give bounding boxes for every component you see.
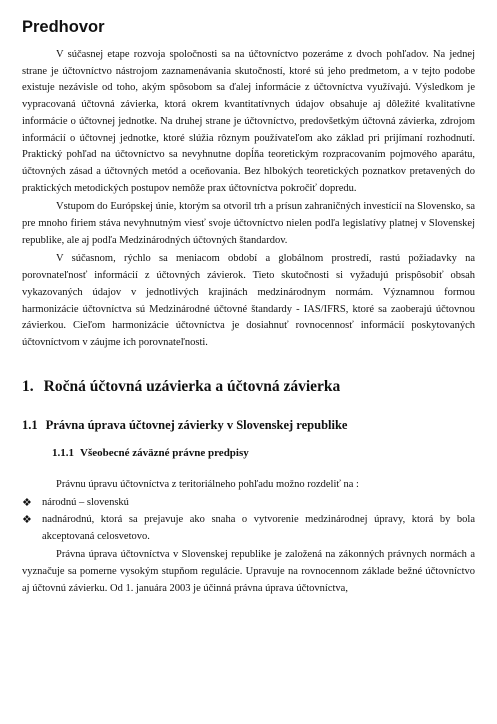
bullet-list — [22, 495, 475, 545]
diamond-bullet-icon: ❖ — [22, 497, 32, 510]
predhovor-paragraph-3: V súčasnom, rýchlo sa meniacom období a globálnom prostredí, rastú požiadavky na porovnateľnosť informácií z účtovných závierok. Tieto skutočnosti si vyžadujú prispôsobiť obsah vykazovaných údajov v jednotlivých krajinách medzinárodnym normám. Významnou formou harmonizácie účtovníctva sú Medzinárodné účtovné štandardy - IAS/IFRS, ktoré sa zaoberajú účtovnou závierkou. Cieľom harmonizácie účtovníctva je dosiahnuť rovnocennosť informácií poskytovaných účtovníctvom v záujme ich porovnateľnosti. — [22, 253, 475, 348]
list-item-text: nadnárodnú, ktorá sa prejavuje ako snaha o vytvorenie medzinárodnej úpravy, ktorá by bola akceptovaná celosvetovo. — [42, 514, 475, 542]
list-item — [22, 512, 475, 545]
list-item-text: národnú – slovenskú — [42, 497, 129, 509]
predhovor-paragraph-1: V súčasnej etape rozvoja spoločnosti sa na účtovníctvo pozeráme z dvoch pohľadov. Na jednej strane je účtovníctvo nástrojom zaznamenávania skutočností, ktoré sú jeho predmetom, a v tejto podobe existuje nezávisle od toho, akým spôsobom sa ďalej informácie z účtovníctva využívajú. Výsledkom je vypracovaná účtovná závierka, ktorá okrem kvantitatívnych údajov obsahuje aj dôležité kvalitatívne informácie o účtovnej jednotke. Na druhej strane je účtovníctvo, predovšetkým účtovná závierka, zdrojom informácií o účtovnej jednotke, ktoré slúžia rôznym používateľom ako základ pri prijímaní rozhodnutí. Praktický pohľad na účtovníctvo sa nevyhnutne dopĺňa teoretickým rozpracovaním pojmového aparátu, účtovných zásad a účtovných metód a oceňovania. Bez hlbokých teoretických poznatkov pretavených do praktických metodických postupov nemôže prax účtovníctva pokročiť dopredu. — [22, 49, 475, 194]
diamond-bullet-icon: ❖ — [22, 514, 32, 527]
section-1-1-1-number: 1.1.1 — [52, 446, 74, 459]
predhovor-paragraph-2: Vstupom do Európskej únie, ktorým sa otvoril trh a prísun zahraničných investícií na Slovensko, sa pre mnoho firiem stáva nevyhnutným viesť svoje účtovníctvo nielen podľa legislatívy platnej v Slovenskej republike, ale aj podľa Medzinárodných účtovných štandardov. — [22, 201, 475, 246]
section-1-1-number: 1.1 — [22, 417, 38, 432]
section-1-1-1-title: Všeobecné záväzné právne predpisy — [80, 446, 249, 459]
section-1-1-heading — [22, 418, 475, 433]
legal-paragraph: Právna úprava účtovníctva v Slovenskej republike je založená na zákonných právnych normách a vyznačuje sa pomerne vysokým stupňom regulácie. Upravuje na rovnocennom základe bežné účtovníctvo aj účtovnú závierku. Od 1. januára 2003 je účinná právna úprava účtovníctva, — [22, 549, 475, 594]
section-1-1-title: Právna úprava účtovnej závierky v Slovenskej republike — [45, 417, 348, 432]
section-1-1-1-heading — [52, 447, 475, 459]
intro-line: Právnu úpravu účtovníctva z teritoriálneho pohľadu možno rozdeliť na : — [56, 478, 359, 490]
predhovor-heading: Predhovor — [22, 18, 105, 36]
section-1-title: Ročná účtovná uzávierka a účtovná závierka — [43, 377, 341, 395]
section-1-number: 1. — [22, 377, 34, 395]
list-item — [22, 495, 475, 512]
section-1-heading — [22, 378, 475, 396]
